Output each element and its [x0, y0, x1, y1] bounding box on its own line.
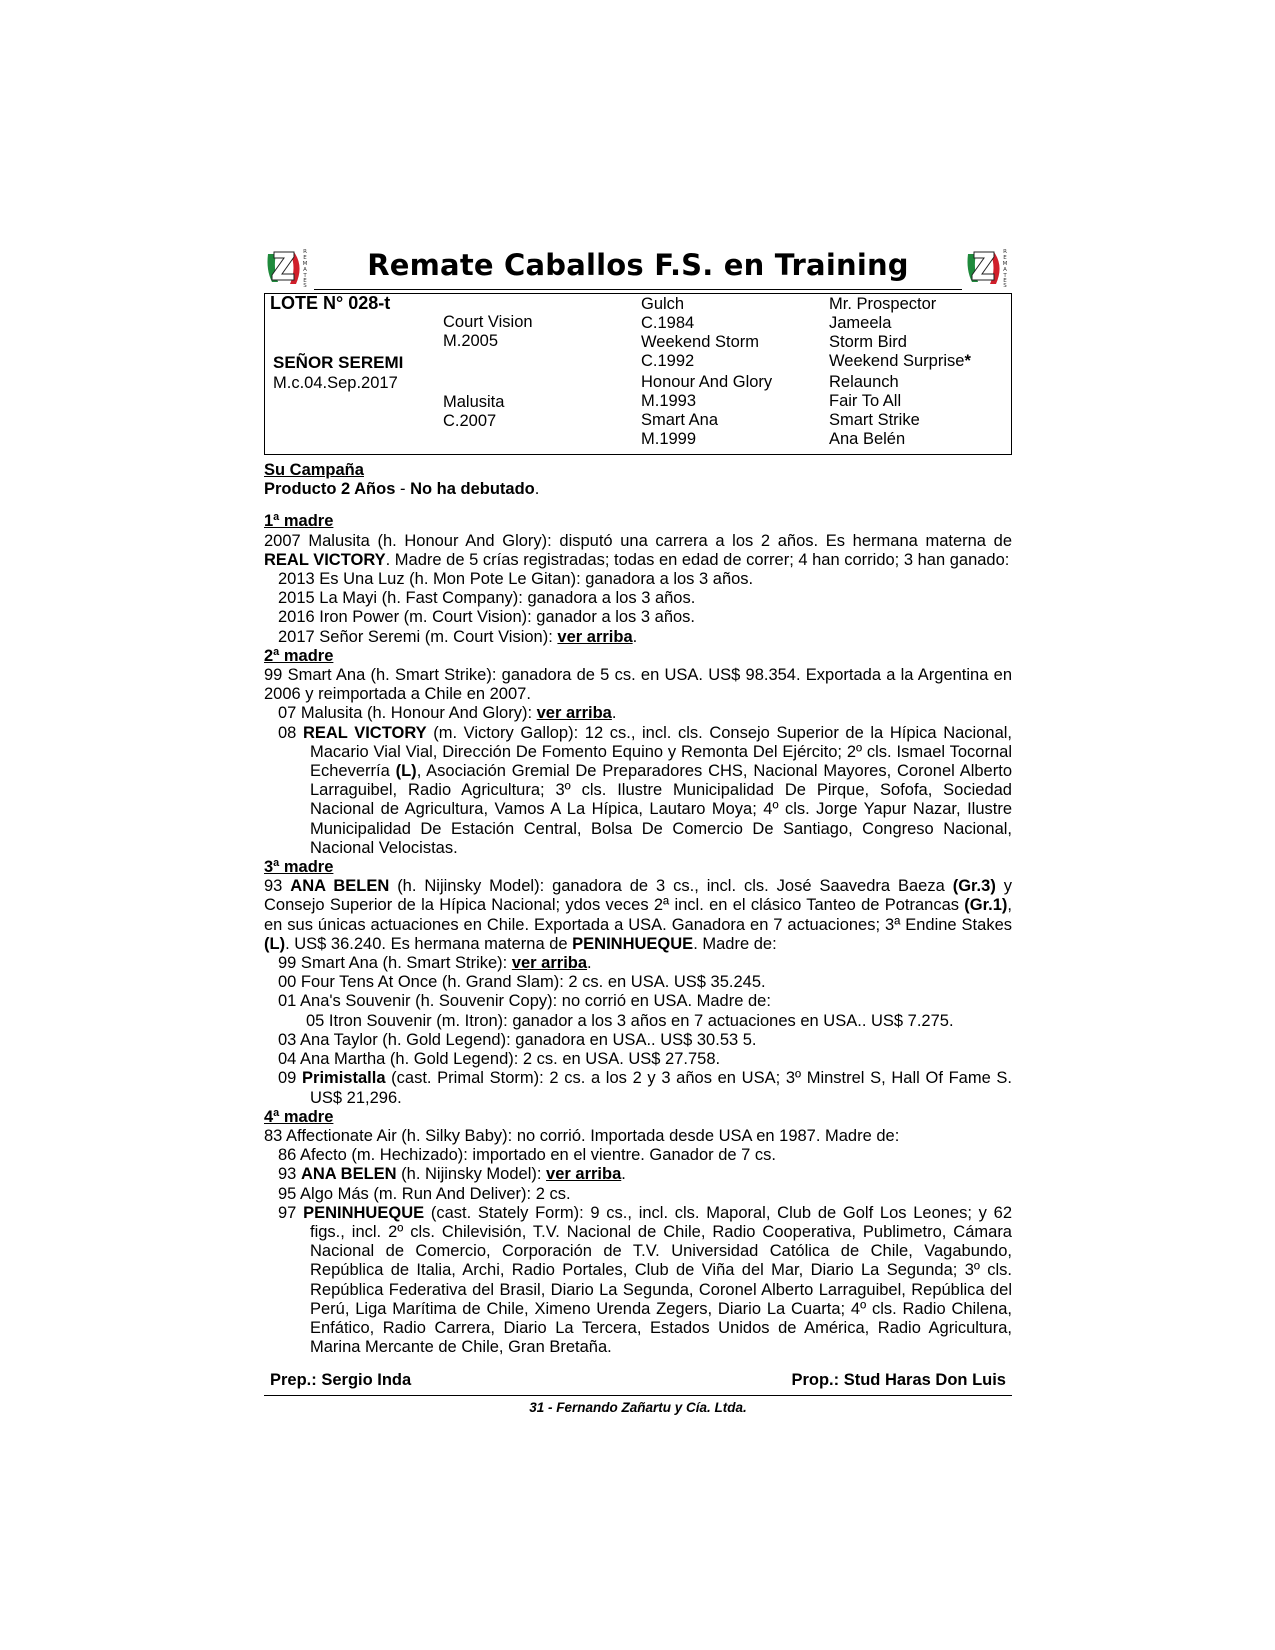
- svg-text:E: E: [1003, 255, 1007, 261]
- madre-3-heading: 3ª madre: [264, 858, 334, 877]
- svg-text:E: E: [1003, 278, 1007, 284]
- ver-arriba-link[interactable]: ver arriba: [511, 954, 588, 973]
- ver-arriba-link[interactable]: ver arriba: [546, 1165, 622, 1184]
- grandsire-2: Honour And Glory: [641, 373, 773, 391]
- catalog-page: [264, 244, 1012, 1415]
- svg-text:S: S: [1003, 283, 1007, 288]
- page-header: [264, 244, 1012, 292]
- granddam-2: Smart Ana: [641, 411, 719, 429]
- list-item: 08 REAL VICTORY (m. Victory Gallop): 12 cs., incl. cls. Consejo Superior de la Hípica Nacional, Macario Vial Vial, Dirección De Fomento Equino y Remonta Del Ejército; 2º cls. Ismael Tocornal Echeverría (L), Asociación Gremial De Preparadores CHS, Nacional Mayores, Coronel Alberto Larraguibel, Radio Agricultura; 3º cls. Ilustre Municipalidad De Pirque, Sofofa, Sociedad Nacional de Agricultura, Vamos A La Hípica, Lautaro Moya; 4º cls. Jorge Yapur Nazar, Ilustre Municipalidad De Estación Central, Bolsa De Comercio De Santiago, Congreso Nacional, Nacional Velocistas.: [278, 723, 1012, 857]
- list-item: 03 Ana Taylor (h. Gold Legend): ganadora en USA.. US$ 30.53 5.: [278, 1030, 757, 1049]
- sire-year: M.2005: [443, 332, 499, 350]
- prep-label: Prep.: Sergio Inda: [270, 1371, 412, 1390]
- granddam-1-year: C.1992: [641, 352, 695, 370]
- dam-year: C.2007: [443, 412, 497, 430]
- footer-rule: [264, 1395, 1012, 1396]
- madre-1-intro: 2007 Malusita (h. Honour And Glory): disputó una carrera a los 2 años. Es hermana materna de REAL VICTORY. Madre de 5 crías registradas; todas en edad de correr; 4 han corrido; 3 han ganado:: [264, 531, 1012, 569]
- list-subitem: 05 Itron Souvenir (m. Itron): ganador a los 3 años en 7 actuaciones en USA.. US$ 7.275.: [306, 1011, 954, 1030]
- madre-4-intro: 83 Affectionate Air (h. Silky Baby): no corrió. Importada desde USA en 1987. Madre de:: [264, 1126, 900, 1145]
- madre-3-intro: 93 ANA BELEN (h. Nijinsky Model): ganadora de 3 cs., incl. cls. José Saavedra Baeza (Gr.3) y Consejo Superior de la Hípica Nacional; ydos veces 2ª incl. en el clásico Tanteo de Potrancas (Gr.1), en sus únicas actuaciones en Chile. Exportada a USA. Ganadora en 7 actuaciones; 3ª Endine Stakes (L). US$ 36.240. Es hermana materna de PENINHUEQUE. Madre de:: [264, 877, 1013, 953]
- horse-birth: M.c.04.Sep.2017: [273, 374, 398, 392]
- madre-2-intro: 99 Smart Ana (h. Smart Strike): ganadora de 5 cs. en USA. US$ 98.354. Exportada a la Argentina en 2006 y reimportada a Chile en 2007.: [264, 666, 1012, 704]
- list-item: 2016 Iron Power (m. Court Vision): ganador a los 3 años.: [278, 608, 696, 627]
- svg-text:E: E: [303, 278, 307, 284]
- ver-arriba-link[interactable]: ver arriba: [557, 627, 633, 646]
- lot-number: LOTE N° 028-t: [270, 293, 391, 313]
- ancestor-4: Weekend Surprise*: [829, 352, 971, 370]
- madre-4-heading: 4ª madre: [264, 1107, 334, 1126]
- svg-text:R: R: [303, 249, 307, 255]
- list-item: 00 Four Tens At Once (h. Grand Slam): 2 cs. en USA. US$ 35.245.: [278, 973, 766, 992]
- page-title: Remate Caballos F.S. en Training: [367, 248, 909, 282]
- horse-name: SEÑOR SEREMI: [273, 353, 404, 372]
- list-item: 2015 La Mayi (h. Fast Company): ganadora a los 3 años.: [278, 589, 696, 608]
- ancestor-3: Storm Bird: [829, 333, 907, 351]
- prop-label: Prop.: Stud Haras Don Luis: [791, 1371, 1006, 1390]
- grandsire-1-year: C.1984: [641, 314, 695, 332]
- dam-name: Malusita: [443, 393, 505, 411]
- campana-text: Producto 2 Años - No ha debutado.: [264, 480, 540, 499]
- grandsire-2-year: M.1993: [641, 392, 697, 410]
- pedigree-table: [264, 293, 1012, 455]
- remates-logo-right: [964, 244, 1012, 288]
- list-item: 86 Afecto (m. Hechizado): importado en el vientre. Ganador de 7 cs.: [278, 1146, 777, 1165]
- list-item: 2013 Es Una Luz (h. Mon Pote Le Gitan): ganadora a los 3 años.: [278, 570, 754, 589]
- list-item: 93 ANA BELEN (h. Nijinsky Model): ver arriba.: [278, 1165, 626, 1184]
- svg-text:T: T: [303, 273, 307, 279]
- campana-heading: Su Campaña: [264, 461, 364, 479]
- svg-text:R: R: [1003, 249, 1007, 255]
- granddam-2-year: M.1999: [641, 430, 697, 448]
- list-item: 99 Smart Ana (h. Smart Strike): ver arriba.: [278, 954, 592, 973]
- svg-text:M: M: [302, 261, 308, 267]
- title-underline: [314, 289, 962, 290]
- madre-2-heading: 2ª madre: [264, 646, 334, 665]
- granddam-1: Weekend Storm: [641, 333, 759, 351]
- list-item: 04 Ana Martha (h. Gold Legend): 2 cs. en USA. US$ 27.758.: [278, 1050, 721, 1069]
- list-item: 97 PENINHUEQUE (cast. Stately Form): 9 cs., incl. cls. Maporal, Club de Golf Los Leones; y 62 figs., incl. 2º cls. Chilevisión, T.V. Nacional de Chile, Radio Cooperativa, Publimetro, Cámara Nacional de Comercio, Corporación de T.V. Universidad Católica de Chile, Vagabundo, República de Italia, Archi, Radio Portales, Club de Viña del Mar, Diario La Segunda; 3º cls. República Federativa del Brasil, Diario La Segunda, Coronel Alberto Larraguibel, República del Perú, Liga Marítima de Chile, Ximeno Urenda Zegers, Diario La Cuarta; 4º cls. Radio Chilena, Enfático, Radio Carrera, Diario La Tercera, Estados Unidos de América, Radio Agricultura, Marina Mercante de Chile, Gran Bretaña.: [278, 1203, 1013, 1357]
- ancestor-1: Mr. Prospector: [829, 295, 937, 313]
- svg-text:S: S: [303, 283, 307, 288]
- list-item: 2017 Señor Seremi (m. Court Vision): ver arriba.: [278, 627, 638, 646]
- svg-text:E: E: [303, 255, 307, 261]
- svg-text:A: A: [1003, 267, 1007, 273]
- page-footer: [264, 1371, 1012, 1395]
- ancestor-7: Smart Strike: [829, 411, 920, 429]
- ancestor-8: Ana Belén: [829, 430, 906, 448]
- list-item: 01 Ana's Souvenir (h. Souvenir Copy): no corrió en USA. Madre de:: [278, 992, 771, 1011]
- ancestor-2: Jameela: [829, 314, 892, 332]
- list-item: 95 Algo Más (m. Run And Deliver): 2 cs.: [278, 1184, 571, 1203]
- catalog-body: [264, 461, 1012, 1357]
- ancestor-5: Relaunch: [829, 373, 899, 391]
- sire-name: Court Vision: [443, 313, 533, 331]
- zj-logo-icon: [964, 244, 1012, 288]
- page-credit: 31 - Fernando Zañartu y Cía. Ltda.: [529, 1400, 747, 1416]
- grandsire-1: Gulch: [641, 295, 685, 313]
- list-item: 09 Primistalla (cast. Primal Storm): 2 cs. a los 2 y 3 años en USA; 3º Minstrel S, Hall Of Fame S. US$ 21,296.: [278, 1069, 1013, 1107]
- svg-text:M: M: [1002, 261, 1008, 267]
- ver-arriba-link[interactable]: ver arriba: [536, 704, 612, 723]
- madre-1-heading: 1ª madre: [264, 512, 334, 531]
- svg-text:A: A: [303, 267, 307, 273]
- svg-text:T: T: [1003, 273, 1007, 279]
- ancestor-6: Fair To All: [829, 392, 902, 410]
- list-item: 07 Malusita (h. Honour And Glory): ver arriba.: [278, 704, 617, 723]
